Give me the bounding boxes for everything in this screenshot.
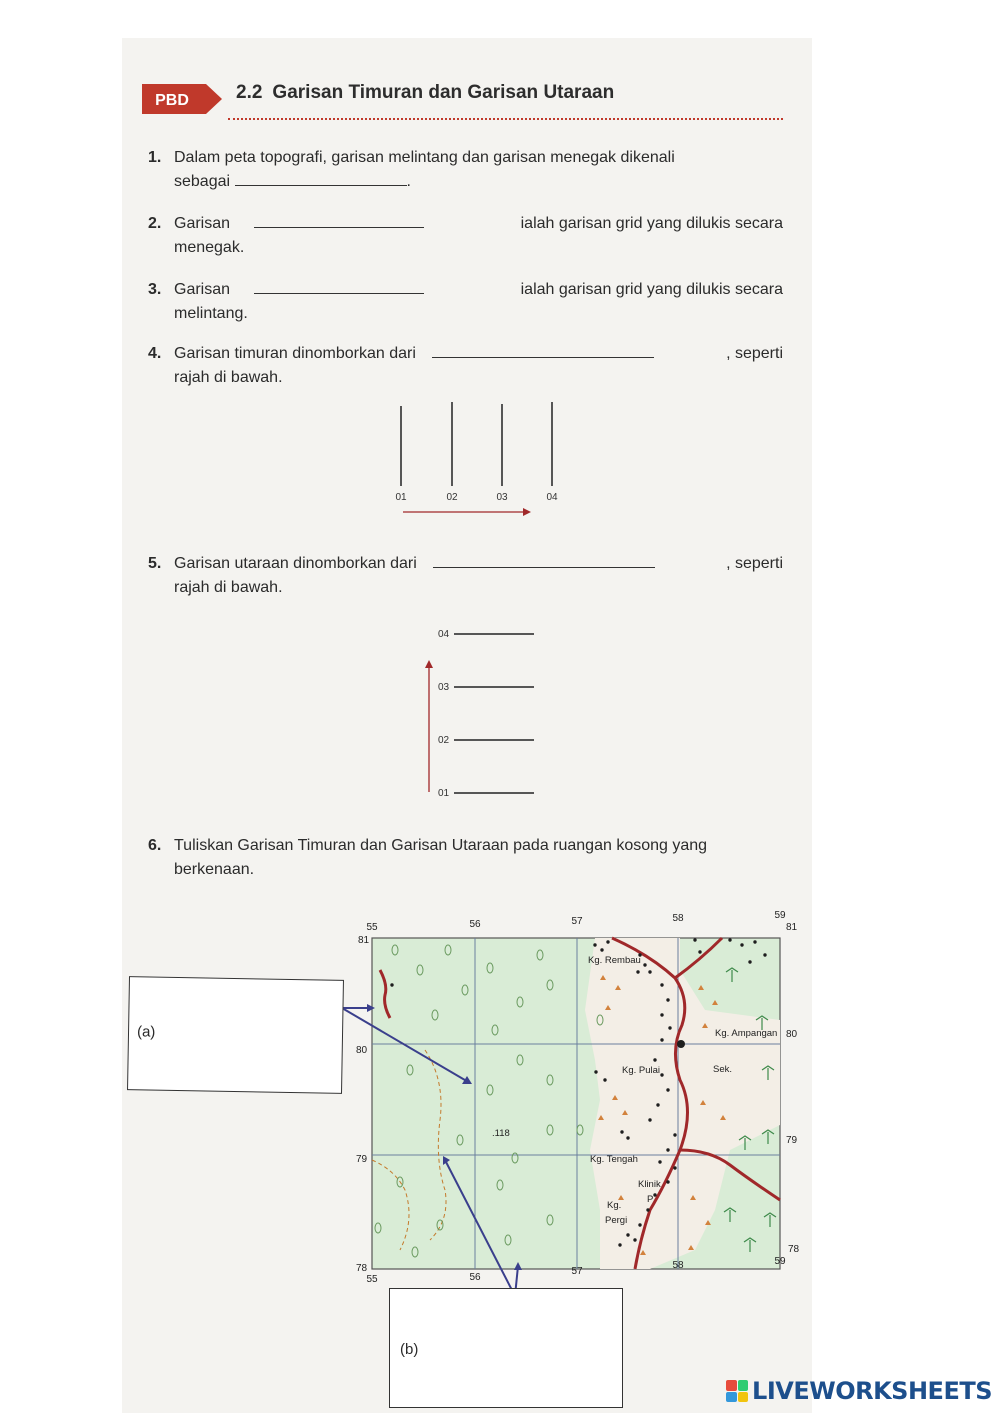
pbd-label: PBD [155, 92, 189, 109]
northing-label: 03 [438, 682, 450, 693]
section-title-text: Garisan Timuran dan Garisan Utaraan [272, 82, 615, 103]
northing-label-right: 78 [788, 1244, 800, 1255]
spot-height-label: .118 [492, 1128, 510, 1139]
section-number: 2.2 [236, 82, 263, 103]
easting-label-bottom: 55 [366, 1274, 378, 1285]
easting-label-top: 59 [774, 910, 786, 921]
northing-label: 04 [438, 629, 450, 640]
northing-label-left: 81 [358, 935, 370, 946]
question-4: 4. Garisan timuran dinomborkan dari , seperti rajah di bawah. [148, 345, 783, 386]
easting-label-top: 56 [469, 919, 481, 930]
northing-label-right: 79 [786, 1135, 798, 1146]
liveworksheets-icon [726, 1380, 748, 1402]
easting-label-bottom: 58 [672, 1260, 684, 1271]
arrowhead [367, 1004, 375, 1012]
easting-label-top: 58 [672, 913, 684, 924]
easting-label: 02 [446, 492, 458, 503]
place-label: P [647, 1194, 654, 1205]
northing-label-left: 80 [356, 1045, 368, 1056]
northing-label-right: 80 [786, 1029, 798, 1040]
easting-label-top: 55 [366, 922, 378, 933]
place-label: Sek. [713, 1064, 733, 1075]
arrowhead [514, 1262, 522, 1270]
easting-label-bottom: 56 [469, 1272, 481, 1283]
easting-label-bottom: 59 [774, 1256, 786, 1267]
liveworksheets-logo [726, 1377, 992, 1405]
place-label: Klinik [638, 1179, 661, 1190]
question-2: 2. Garisan ialah garisan grid yang dilukis secara menegak. [148, 215, 783, 256]
place-label: Kg. Ampangan [715, 1028, 778, 1039]
answer-box-b-label: (b) [400, 1341, 419, 1358]
easting-label: 04 [546, 492, 558, 503]
northing-label: 01 [438, 788, 450, 799]
arrow-a-to-northing [342, 1008, 470, 1083]
place-label: Kg. Pulai [622, 1065, 661, 1076]
easting-label: 03 [496, 492, 508, 503]
answer-box-a[interactable] [127, 976, 344, 1094]
question-1: 1. Dalam peta topografi, garisan melintang dan garisan menegak dikenali sebagai . [148, 149, 675, 190]
place-label: Kg. [607, 1200, 622, 1211]
easting-label-top: 57 [571, 916, 583, 927]
northing-label: 02 [438, 735, 450, 746]
answer-box-b[interactable] [389, 1288, 623, 1408]
easting-label-bottom: 57 [571, 1266, 583, 1277]
arrow-b-to-grid [445, 1160, 515, 1296]
answer-box-a-label: (a) [136, 1023, 156, 1041]
place-label: Kg. Rembau [588, 955, 641, 966]
easting-label: 01 [395, 492, 407, 503]
northing-label-left: 78 [356, 1263, 368, 1274]
northing-label-left: 79 [356, 1154, 368, 1165]
place-label: Kg. Tengah [590, 1154, 638, 1165]
question-5: 5. Garisan utaraan dinomborkan dari , seperti rajah di bawah. [148, 555, 783, 596]
liveworksheets-wordmark: LIVEWORKSHEETS [752, 1377, 992, 1405]
place-label: Pergi [605, 1215, 628, 1226]
question-6: 6. Tuliskan Garisan Timuran dan Garisan Utaraan pada ruangan kosong yang berkenaan. [148, 837, 708, 878]
northing-label-right: 81 [786, 922, 798, 933]
question-3: 3. Garisan ialah garisan grid yang dilukis secara melintang. [148, 281, 783, 322]
